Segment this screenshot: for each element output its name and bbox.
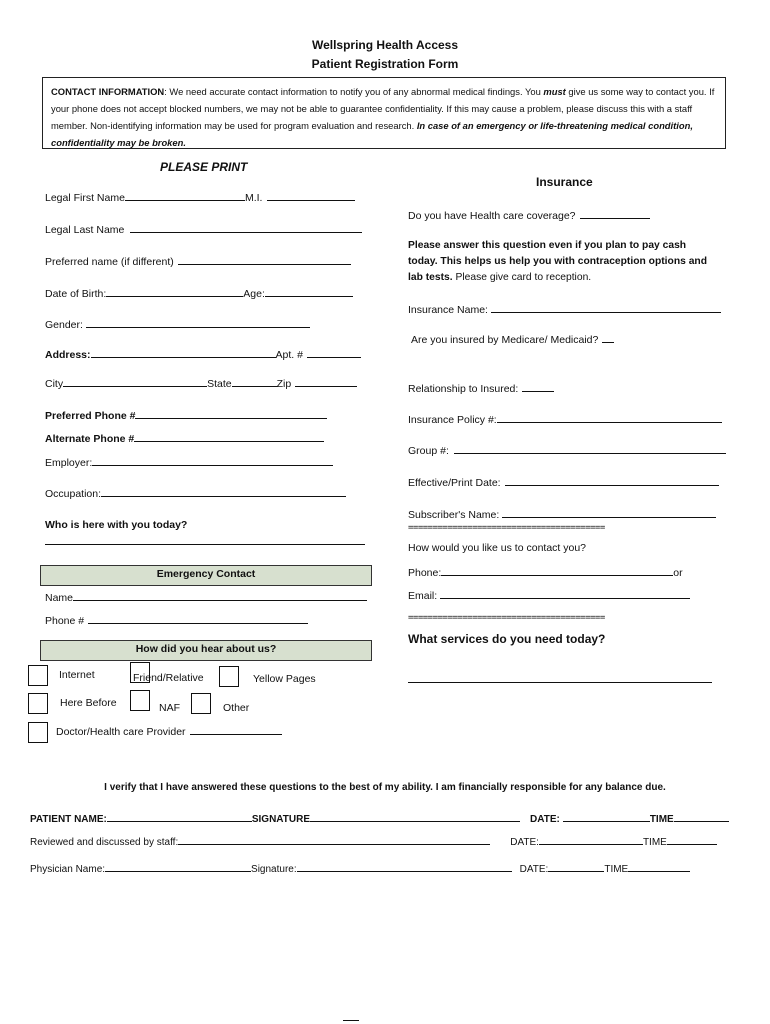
signature2-label: Signature: (251, 864, 297, 875)
contact-q-label: How would you like us to contact you? (408, 542, 587, 554)
ec-phone-label: Phone # (45, 615, 85, 627)
date3-label: DATE: (519, 864, 549, 875)
effective-date-field[interactable] (408, 476, 719, 489)
ec-name-label: Name (45, 592, 74, 604)
reviewed-label: Reviewed and discussed by staff: (30, 837, 179, 848)
insurance-heading: Insurance (536, 175, 593, 189)
opt-here-before-label: Here Before (60, 697, 117, 709)
emergency-contact-header: Emergency Contact (40, 565, 372, 586)
alternate-phone-label: Alternate Phone # (45, 433, 135, 445)
preferred-name-label: Preferred name (if different) (45, 256, 174, 268)
relationship-field[interactable] (408, 382, 554, 395)
physician-label: Physician Name: (30, 864, 106, 875)
patient-name-label: PATIENT NAME: (30, 814, 107, 825)
page-mark (343, 1020, 359, 1021)
city-field[interactable] (45, 377, 357, 390)
group-label: Group #: (408, 445, 449, 457)
medicare-label: Are you insured by Medicare/ Medicaid? (411, 334, 599, 346)
checkbox-other[interactable] (191, 693, 211, 714)
date2-label: DATE: (510, 837, 539, 848)
subscriber-field[interactable] (408, 508, 716, 521)
notice-text-2: give us some way to contact you. If your phone does not accept blocked numbers, we may not be able to guarantee confidentiality. If this may cause a problem, please discuss this with a staff member. Non-identifying information may be used for program evaluation and research. (51, 86, 715, 131)
org-name: Wellspring Health Access (311, 38, 459, 52)
medicare-field[interactable] (411, 333, 614, 346)
last-name-label: Legal Last Name (45, 224, 125, 236)
services-heading: What services do you need today? (408, 632, 606, 646)
alternate-phone-field[interactable] (45, 432, 324, 445)
opt-internet-label: Internet (59, 669, 95, 681)
contact-phone-field[interactable] (408, 566, 683, 579)
first-name-label: Legal First Name (45, 192, 125, 204)
time2-label: TIME (642, 837, 667, 848)
employer-label: Employer: (45, 457, 93, 469)
time-caps-label: TIME (649, 814, 674, 825)
relationship-label: Relationship to Insured: (408, 383, 519, 395)
checkbox-yellow-pages[interactable] (219, 666, 239, 687)
contact-email-field[interactable] (408, 589, 690, 602)
checkbox-here-before[interactable] (28, 693, 48, 714)
coverage-label: Do you have Health care coverage? (408, 210, 576, 222)
apt-label: Apt. # (275, 349, 303, 361)
contact-email-label: Email: (408, 590, 438, 602)
checkbox-internet[interactable] (28, 665, 48, 686)
employer-field[interactable] (45, 456, 333, 469)
contact-phone-label: Phone: (408, 567, 442, 579)
notice-emergency: In case of an emergency or life-threatening medical condition, confidentiality may be broken. (51, 120, 693, 148)
verify-statement: I verify that I have answered these questions to the best of my ability. I am financially responsible for any balance due. (104, 782, 666, 793)
form-title: Patient Registration Form (311, 57, 459, 71)
how-hear-header: How did you hear about us? (40, 640, 372, 661)
last-name-field[interactable] (45, 223, 362, 236)
contact-notice (42, 77, 726, 149)
who-here-label: Who is here with you today? (45, 519, 188, 531)
group-field[interactable] (408, 444, 726, 457)
dob-label: Date of Birth: (45, 288, 107, 300)
opt-yellow-label: Yellow Pages (253, 673, 316, 685)
physician-row[interactable] (30, 862, 690, 875)
occupation-field[interactable] (45, 487, 346, 500)
age-label: Age: (243, 288, 265, 300)
gender-label: Gender: (45, 319, 83, 331)
signature-caps-label: SIGNATURE (251, 814, 311, 825)
first-name-field[interactable] (45, 191, 355, 204)
preferred-phone-field[interactable] (45, 409, 327, 422)
address-label: Address: (45, 349, 91, 361)
separator-1: ======================================== (408, 523, 605, 533)
give-card-text: Please give card to reception. (452, 272, 592, 283)
zip-label: Zip (276, 378, 292, 390)
or-label: or (673, 567, 683, 579)
ec-name-field[interactable] (45, 591, 367, 604)
pay-cash-note (408, 238, 718, 286)
opt-doctor-label: Doctor/Health care Provider (56, 726, 186, 738)
patient-name-row[interactable] (30, 812, 729, 825)
address-field[interactable] (45, 348, 361, 361)
separator-2: ======================================== (408, 613, 605, 623)
insurance-name-field[interactable] (408, 303, 721, 316)
subscriber-label: Subscriber's Name: (408, 509, 500, 521)
dob-field[interactable] (45, 287, 353, 300)
notice-must: must (543, 86, 566, 97)
opt-other-label: Other (223, 702, 250, 714)
preferred-name-field[interactable] (45, 255, 351, 268)
who-here-input[interactable] (45, 544, 365, 545)
coverage-field[interactable] (408, 209, 650, 222)
notice-label: CONTACT INFORMATION (51, 86, 165, 97)
services-input[interactable] (408, 682, 712, 683)
reviewed-row[interactable] (30, 835, 717, 848)
checkbox-doctor[interactable] (28, 722, 48, 743)
pay-cash-bold: Please answer this question even if you plan to pay cash today. This helps us help you with contraception options and lab tests. (408, 240, 708, 283)
date-caps-label: DATE: (530, 814, 560, 825)
please-print: PLEASE PRINT (160, 160, 248, 174)
checkbox-naf[interactable] (130, 690, 150, 711)
policy-label: Insurance Policy #: (408, 414, 497, 426)
ec-phone-field[interactable] (45, 614, 308, 627)
state-label: State (207, 378, 232, 390)
notice-text-1: : We need accurate contact information to notify you of any abnormal medical findings. You (164, 86, 544, 97)
mi-label: M.I. (244, 192, 263, 204)
time3-label: TIME (604, 864, 629, 875)
effective-date-label: Effective/Print Date: (408, 477, 501, 489)
opt-doctor-field[interactable] (56, 725, 282, 738)
policy-field[interactable] (408, 413, 722, 426)
gender-field[interactable] (45, 318, 310, 331)
preferred-phone-label: Preferred Phone # (45, 410, 136, 422)
opt-friend-label: Friend/Relative (133, 672, 204, 684)
insurance-name-label: Insurance Name: (408, 304, 488, 316)
opt-naf-label: NAF (159, 702, 180, 714)
city-label: City (45, 378, 64, 390)
occupation-label: Occupation: (45, 488, 102, 500)
